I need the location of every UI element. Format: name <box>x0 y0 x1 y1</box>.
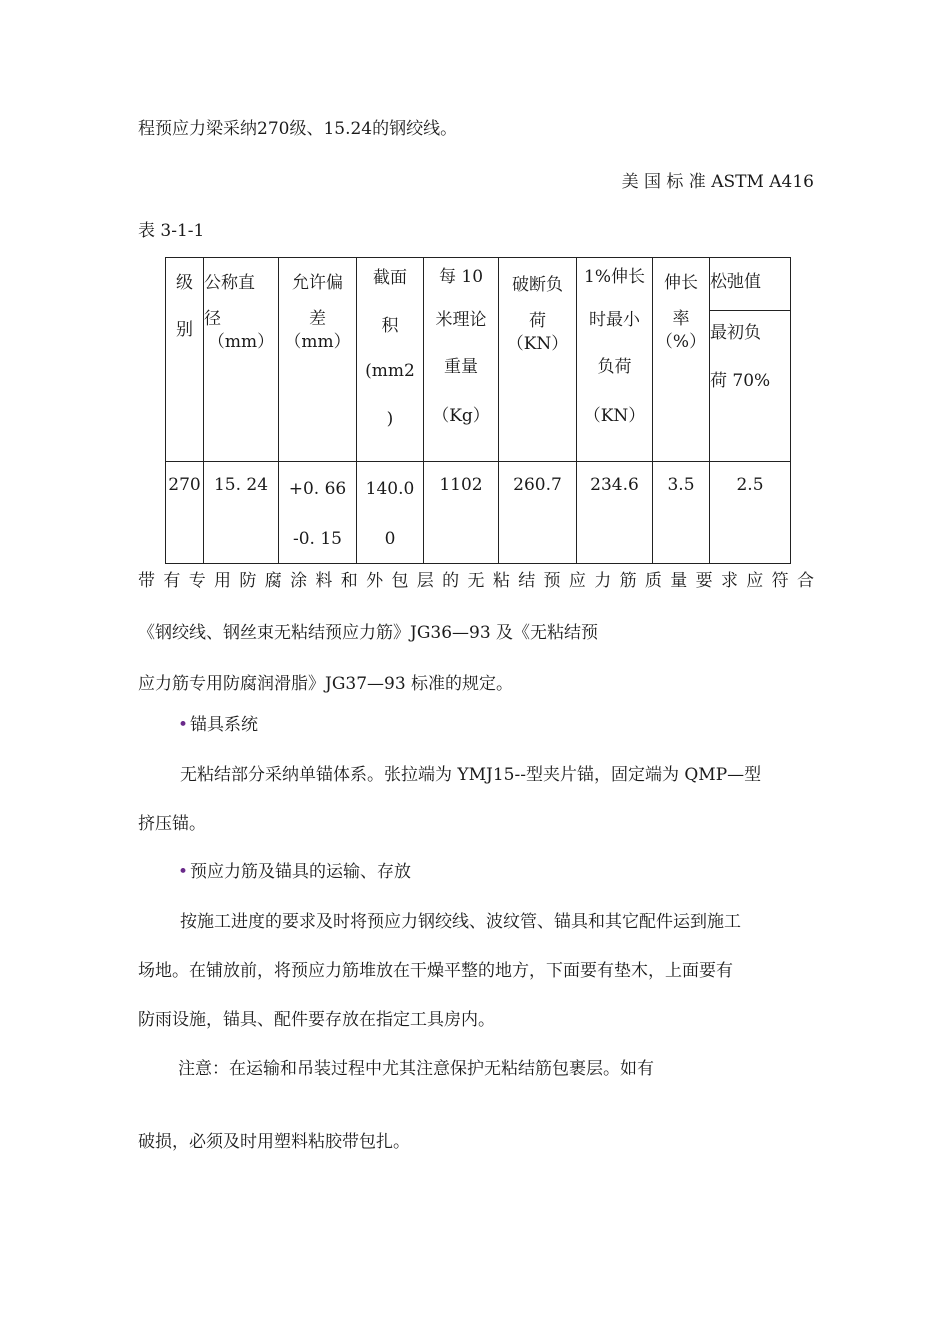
header-area: 截面 积 (mm2 ) <box>357 258 424 462</box>
transport-paragraph-line-2: 场地。在铺放前，将预应力筋堆放在干燥平整的地方，下面要有垫木，上面要有 <box>138 961 733 981</box>
transport-paragraph-line-1: 按施工进度的要求及时将预应力钢绞线、波纹管、锚具和其它配件运到施工 <box>180 912 741 932</box>
anchor-paragraph-line-1: 无粘结部分采纳单锚体系。张拉端为 YMJ15--型夹片锚，固定端为 QMP—型 <box>180 765 762 785</box>
header-relaxation: 松弛值 <box>710 258 791 311</box>
quality-paragraph-line-2: 《钢绞线、钢丝束无粘结预应力筋》JG36—93 及《无粘结预 <box>138 623 599 643</box>
cell-diameter: 15. 24 <box>204 462 279 564</box>
cell-tolerance: +0. 66 -0. 15 <box>279 462 357 564</box>
cell-grade: 270 <box>166 462 204 564</box>
header-relaxation-initial-load: 最初负 荷 70% <box>710 311 791 462</box>
bullet-icon: • <box>178 862 189 882</box>
anchor-paragraph-line-2: 挤压锚。 <box>138 814 206 834</box>
table-row <box>166 462 791 564</box>
note-paragraph-line-2: 破损，必须及时用塑料粘胶带包扎。 <box>138 1132 410 1152</box>
intro-paragraph: 程预应力梁采纳270级、15.24的钢绞线。 <box>138 119 458 139</box>
cell-area: 140.0 0 <box>357 462 424 564</box>
header-elongation: 伸长 率 （%） <box>653 258 710 462</box>
cell-min-load: 234.6 <box>577 462 653 564</box>
table-caption: 表 3-1-1 <box>138 221 205 241</box>
note-paragraph-line-1: 注意：在运输和吊装过程中尤其注意保护无粘结筋包裹层。如有 <box>178 1059 654 1079</box>
heading-anchor-system: • 锚具系统 <box>178 715 259 735</box>
cell-breaking-load: 260.7 <box>499 462 577 564</box>
steel-strand-spec-table <box>165 257 791 564</box>
quality-paragraph-line-3: 应力筋专用防腐润滑脂》JG37—93 标准的规定。 <box>138 674 514 694</box>
cell-elongation: 3.5 <box>653 462 710 564</box>
header-grade: 级 别 <box>166 258 204 462</box>
header-diameter: 公称直 径 （mm） <box>204 258 279 462</box>
header-tolerance: 允许偏 差 （mm） <box>279 258 357 462</box>
transport-paragraph-line-3: 防雨设施，锚具、配件要存放在指定工具房内。 <box>138 1010 495 1030</box>
cell-relaxation: 2.5 <box>710 462 791 564</box>
header-min-load: 1%伸长 时最小 负荷 （KN） <box>577 258 653 462</box>
bullet-icon: • <box>178 715 189 735</box>
cell-weight: 1102 <box>424 462 499 564</box>
header-breaking-load: 破断负 荷 （KN） <box>499 258 577 462</box>
header-weight: 每 10 米理论 重量 （Kg） <box>424 258 499 462</box>
heading-transport-storage: • 预应力筋及锚具的运输、存放 <box>178 862 412 882</box>
quality-paragraph-line-1: 带有专用防腐涂料和外包层的无粘结预应力筋质量要求应符合 <box>138 571 814 591</box>
standard-label: 美 国 标 准 ASTM A416 <box>621 172 814 192</box>
